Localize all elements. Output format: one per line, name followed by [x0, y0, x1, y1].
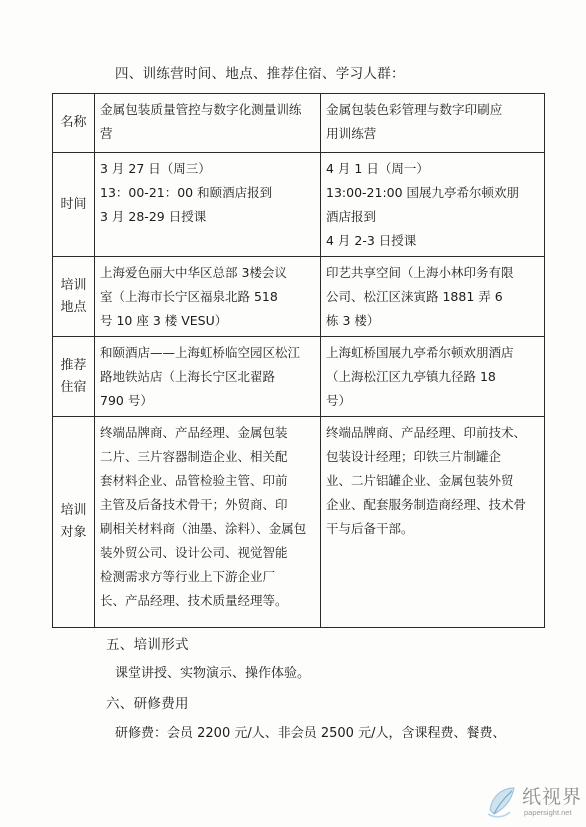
table-row-place: [53, 257, 545, 337]
watermark-url: papersight.net: [524, 808, 572, 817]
training-info-table: [52, 93, 545, 628]
section-heading-4: 四、训练营时间、地点、推荐住宿、学习人群：: [115, 66, 405, 82]
training-form-text: 课堂讲授、实物演示、操作体验。: [115, 666, 311, 681]
hotel-camp-1: 和颐酒店——上海虹桥临空园区松江 路地铁站店（上海长宁区北翟路 790 号）: [95, 337, 321, 417]
hotel-camp-2: 上海虹桥国展九亭希尔顿欢朋酒店 （上海松江区九亭镇九径路 18 号）: [321, 337, 545, 417]
fee-text: 研修费：会员 2200 元/人、非会员 2500 元/人，含课程费、餐费、: [115, 726, 506, 741]
table-row-hotel: [53, 337, 545, 417]
name-camp-2: 金属包装色彩管理与数字印刷应 用训练营: [321, 94, 545, 153]
target-camp-1: 终端品牌商、产品经理、金属包装 二片、三片容器制造企业、相关配 套材料企业、品管检验主管、印前 主管及后备技术骨干；外贸商、印 刷相关材料商（油墨、涂料）、金属包 装外贸公司、设计公司、视觉智能 检测需求方等行业上下游企业厂 长、产品经理、技术质量经理等。: [95, 417, 321, 628]
watermark-text: 纸视界: [522, 786, 583, 808]
label-hotel: 推荐 住宿: [53, 337, 95, 417]
section-heading-6: 六、研修费用: [106, 696, 189, 712]
label-name: 名称: [53, 94, 95, 153]
watermark: [480, 778, 584, 824]
table-row-name: [53, 94, 545, 153]
papersight-logo-icon: [484, 784, 520, 820]
table-row-target: [53, 417, 545, 628]
target-camp-2: 终端品牌商、产品经理、印前技术、 包装设计经理；印铁三片制罐企 业、二片铝罐企业、金属包装外贸 企业、配套服务制造商经理、技术骨 干与后备干部。: [321, 417, 545, 628]
time-camp-1: 3 月 27 日（周三） 13：00-21：00 和颐酒店报到 3 月 28-29 日授课: [95, 153, 321, 257]
label-time: 时间: [53, 153, 95, 257]
place-camp-1: 上海爱色丽大中华区总部 3楼会议 室（上海市长宁区福泉北路 518 号 10 座 3 楼 VESU）: [95, 257, 321, 337]
table-row-time: [53, 153, 545, 257]
time-camp-2: 4 月 1 日（周一） 13:00-21:00 国展九亭希尔顿欢朋 酒店报到 4 月 2-3 日授课: [321, 153, 545, 257]
label-place: 培训 地点: [53, 257, 95, 337]
section-heading-5: 五、培训形式: [106, 637, 189, 653]
label-target: 培训 对象: [53, 417, 95, 628]
place-camp-2: 印艺共享空间（上海小林印务有限 公司、松江区涞寅路 1881 弄 6 栋 3 楼）: [321, 257, 545, 337]
name-camp-1: 金属包装质量管控与数字化测量训练 营: [95, 94, 321, 153]
